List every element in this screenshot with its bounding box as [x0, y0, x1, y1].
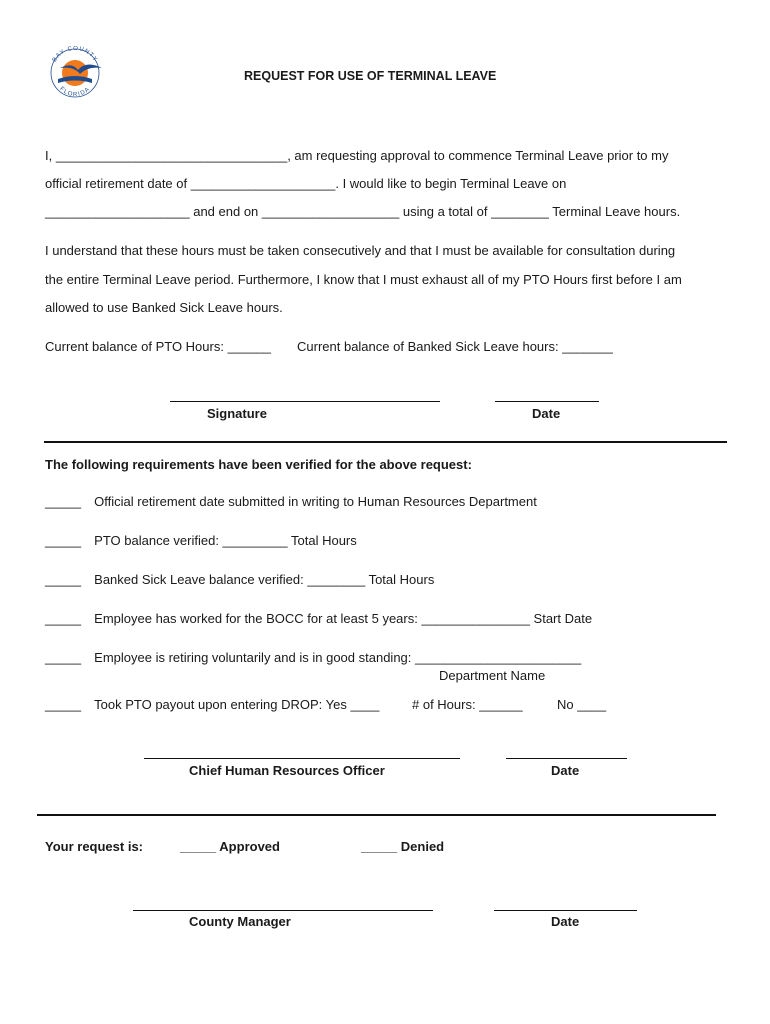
approved-label: Approved [219, 839, 280, 854]
sick-balance-label: Current balance of Banked Sick Leave hours: [297, 339, 563, 354]
decision-label: Your request is: [45, 839, 144, 854]
check-blank[interactable]: _____ [45, 697, 82, 712]
approved-check-blank[interactable]: _____ [180, 839, 217, 854]
sick-balance-field[interactable]: _______ [562, 339, 613, 354]
verification-item-label: PTO balance verified: [94, 533, 223, 548]
county-manager-label: County Manager [189, 914, 291, 929]
county-seal-logo [44, 46, 106, 98]
decision-denied [361, 839, 444, 854]
check-blank[interactable]: _____ [45, 650, 82, 665]
paragraph-line: allowed to use Banked Sick Leave hours. [45, 300, 283, 315]
start-date-field[interactable]: _______________ [421, 611, 530, 626]
verification-item-label: Took PTO payout upon entering DROP: Yes [94, 697, 351, 712]
hr-officer-label: Chief Human Resources Officer [189, 763, 385, 778]
intro-line-1 [45, 148, 668, 163]
pto-payout-no-label: No [557, 697, 578, 712]
verification-item-label: Official retirement date submitted in writing to Human Resources Department [94, 494, 537, 509]
decision-approved [180, 839, 280, 854]
intro-line-3 [45, 204, 680, 219]
pto-payout-hours [412, 697, 523, 712]
svg-text:FLORIDA: FLORIDA [58, 86, 92, 98]
department-name-label: Department Name [439, 668, 546, 683]
verification-item-label: Employee has worked for the BOCC for at least 5 years: [94, 611, 422, 626]
leave-end-date-field[interactable]: ___________________ [261, 204, 400, 219]
retirement-date-field[interactable]: ____________________ [190, 176, 336, 191]
county-manager-signature-line[interactable] [133, 910, 433, 911]
department-name-field[interactable]: _______________________ [415, 650, 582, 665]
signature-label: Signature [207, 406, 267, 421]
intro-text: . I would like to begin Terminal Leave on [335, 176, 567, 191]
pto-balance [45, 339, 271, 354]
verification-item [45, 494, 537, 509]
verification-item-label: Start Date [529, 611, 593, 626]
intro-text: Terminal Leave hours. [548, 204, 681, 219]
verification-item [45, 533, 357, 548]
section-divider [37, 814, 716, 816]
signature-line[interactable] [170, 401, 440, 402]
paragraph-line: the entire Terminal Leave period. Furthermore, I know that I must exhaust all of my PTO Hours first before I am [45, 272, 682, 287]
verification-item-label: Employee is retiring voluntarily and is in good standing: [94, 650, 415, 665]
verification-item-label: Banked Sick Leave balance verified: [94, 572, 308, 587]
svg-text:BAY COUNTY: BAY COUNTY [51, 46, 99, 64]
leave-hours-field[interactable]: ________ [491, 204, 549, 219]
denied-check-blank[interactable]: _____ [361, 839, 398, 854]
hr-officer-signature-line[interactable] [144, 758, 460, 759]
signature-date-label: Date [532, 406, 561, 421]
hr-date-label: Date [551, 763, 580, 778]
section-divider [44, 441, 727, 443]
check-blank[interactable]: _____ [45, 494, 82, 509]
verification-item [45, 697, 379, 712]
pto-payout-hours-field[interactable]: ______ [479, 697, 523, 712]
verification-item-label: Total Hours [287, 533, 357, 548]
manager-date-label: Date [551, 914, 580, 929]
pto-payout-yes-field[interactable]: ____ [350, 697, 380, 712]
denied-label: Denied [400, 839, 445, 854]
intro-line-2 [45, 176, 566, 191]
leave-start-date-field[interactable]: ____________________ [45, 204, 190, 219]
pto-balance-label: Current balance of PTO Hours: [45, 339, 228, 354]
verification-item [45, 650, 581, 665]
intro-text: using a total of [399, 204, 492, 219]
pto-payout-hours-label: # of Hours: [412, 697, 480, 712]
verification-item [45, 572, 434, 587]
check-blank[interactable]: _____ [45, 611, 82, 626]
verification-heading: The following requirements have been verified for the above request: [45, 457, 472, 472]
pto-payout-no [557, 697, 606, 712]
sick-balance [297, 339, 613, 354]
check-blank[interactable]: _____ [45, 533, 82, 548]
page-title: REQUEST FOR USE OF TERMINAL LEAVE [244, 69, 497, 83]
pto-payout-no-field[interactable]: ____ [577, 697, 607, 712]
intro-text: I, [45, 148, 56, 163]
intro-text: and end on [189, 204, 262, 219]
verification-item [45, 611, 592, 626]
pto-verified-field[interactable]: _________ [222, 533, 288, 548]
check-blank[interactable]: _____ [45, 572, 82, 587]
employee-name-field[interactable]: ________________________________ [55, 148, 288, 163]
signature-date-line[interactable] [495, 401, 599, 402]
paragraph-line: I understand that these hours must be taken consecutively and that I must be available for consultation during [45, 243, 676, 258]
verification-item-label: Total Hours [365, 572, 435, 587]
hr-date-line[interactable] [506, 758, 627, 759]
pto-balance-field[interactable]: ______ [227, 339, 271, 354]
manager-date-line[interactable] [494, 910, 637, 911]
intro-text: , am requesting approval to commence Terminal Leave prior to my [287, 148, 669, 163]
intro-text: official retirement date of [45, 176, 191, 191]
sick-verified-field[interactable]: ________ [307, 572, 366, 587]
